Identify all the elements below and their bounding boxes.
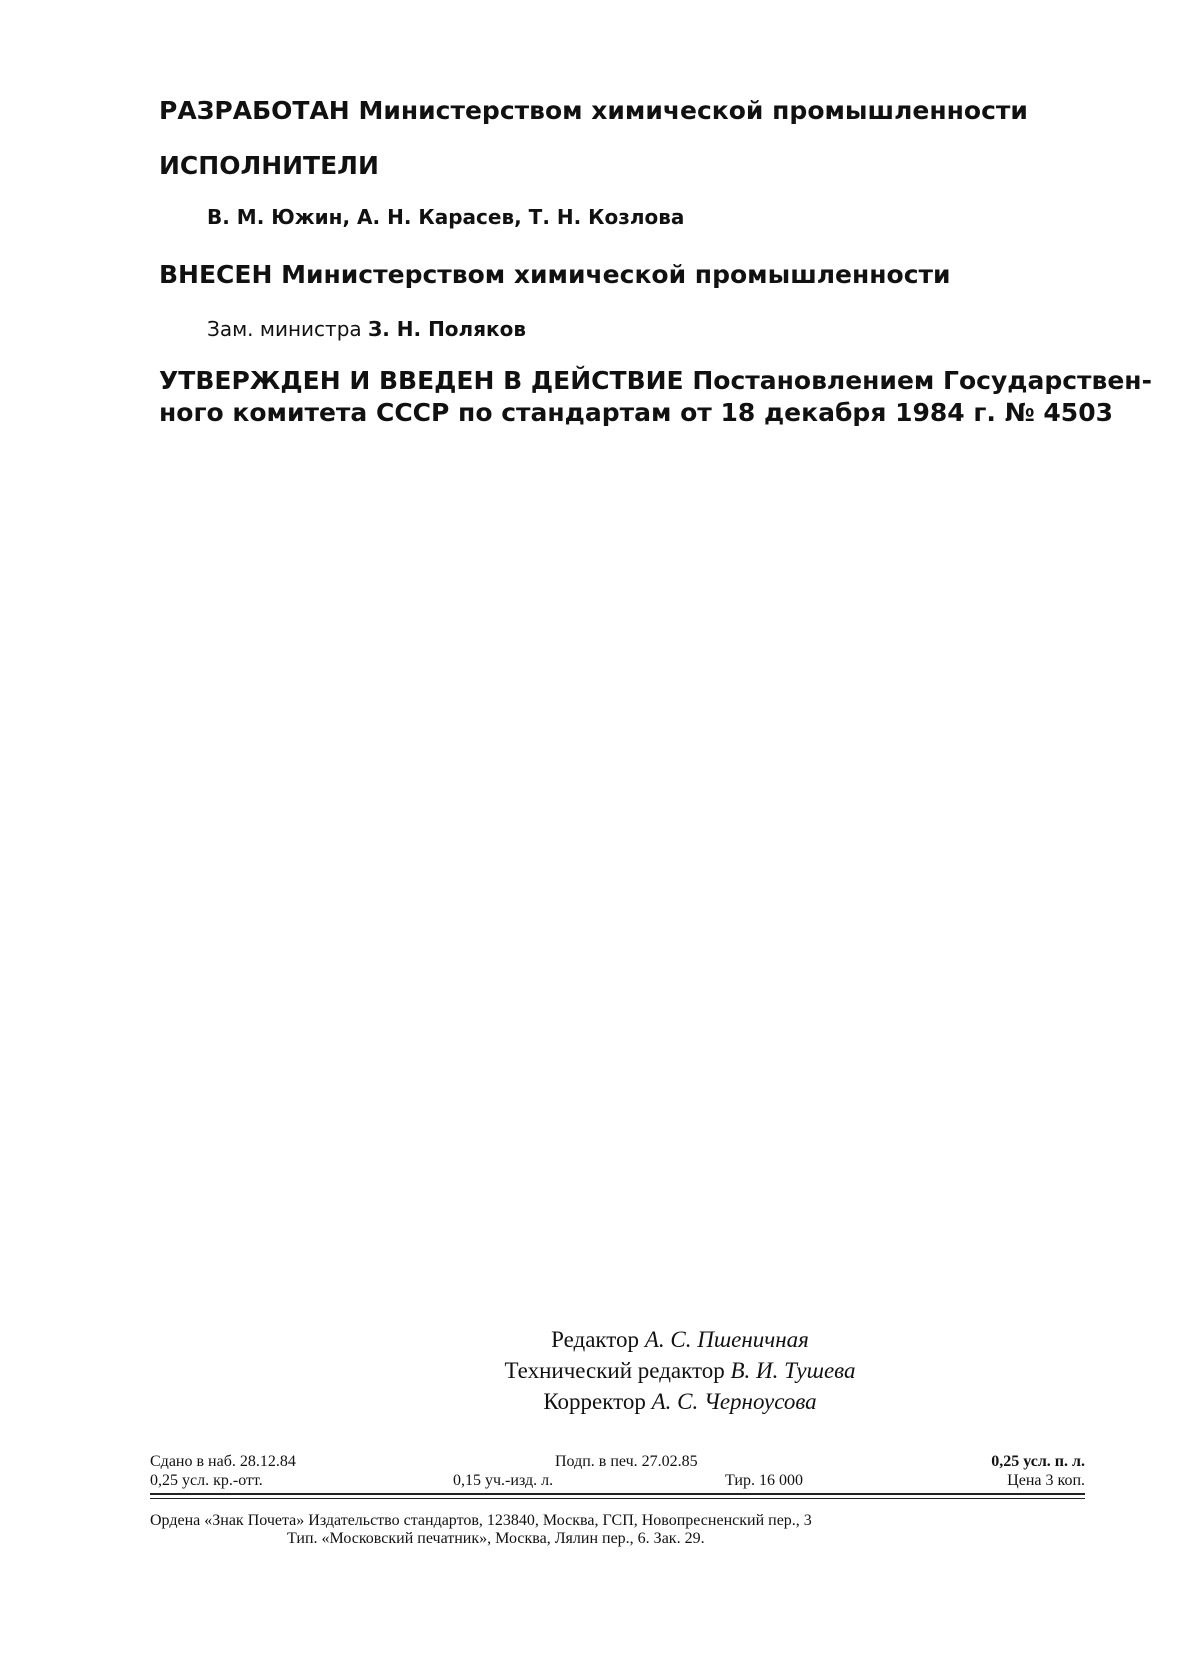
developed-line xyxy=(159,96,1028,125)
imprint-divider-thin xyxy=(150,1498,1085,1499)
corrector-credit xyxy=(380,1389,980,1415)
publisher-line: Ордена «Знак Почета» Издательство стандартов, 123840, Москва, ГСП, Новопресненский пер., 3 xyxy=(150,1512,812,1529)
deputy-name: З. Н. Поляков xyxy=(368,317,527,341)
introduced-label: ВНЕСЕН xyxy=(159,260,273,289)
approved-text-1: Постановлением Государствен- xyxy=(692,366,1152,395)
imprint-print-copies: 0,25 усл. кр.-отт. xyxy=(150,1472,263,1489)
imprint-divider xyxy=(150,1493,1085,1495)
deputy-title: Зам. министра xyxy=(207,317,362,341)
printer-line: Тип. «Московский печатник», Москва, Лялин пер., 6. Зак. 29. xyxy=(287,1530,705,1547)
imprint-print-sheets: 0,25 усл. п. л. xyxy=(991,1453,1085,1470)
developed-label: РАЗРАБОТАН xyxy=(159,96,350,125)
developed-text: Министерством химической промышленности xyxy=(358,96,1028,125)
editor-role: Редактор xyxy=(551,1327,640,1352)
executors-names: В. М. Южин, А. Н. Карасев, Т. Н. Козлова xyxy=(207,205,685,229)
editor-name: А. С. Пшеничная xyxy=(644,1327,809,1352)
editor-credit xyxy=(380,1327,980,1353)
tech-editor-credit xyxy=(380,1358,980,1384)
deputy-line xyxy=(207,317,526,341)
tech-editor-role: Технический редактор xyxy=(504,1358,725,1383)
imprint-signed: Подп. в печ. 27.02.85 xyxy=(555,1453,698,1470)
corrector-role: Корректор xyxy=(543,1389,646,1414)
approved-line-1 xyxy=(159,366,1152,395)
approved-line-2: ного комитета СССР по стандартам от 18 декабря 1984 г. № 4503 xyxy=(159,398,1113,427)
tech-editor-name: В. И. Тушева xyxy=(730,1358,856,1383)
imprint-submitted: Сдано в наб. 28.12.84 xyxy=(150,1453,296,1470)
approved-label: УТВЕРЖДЕН И ВВЕДЕН В ДЕЙСТВИЕ xyxy=(159,366,684,395)
introduced-text: Министерством химической промышленности xyxy=(281,260,951,289)
executors-label: ИСПОЛНИТЕЛИ xyxy=(159,151,379,180)
imprint-run: Тир. 16 000 xyxy=(725,1472,803,1489)
corrector-name: А. С. Черноусова xyxy=(651,1389,817,1414)
imprint-price: Цена 3 коп. xyxy=(1007,1472,1085,1489)
imprint-edit-sheets: 0,15 уч.-изд. л. xyxy=(453,1472,554,1489)
introduced-line xyxy=(159,260,951,289)
